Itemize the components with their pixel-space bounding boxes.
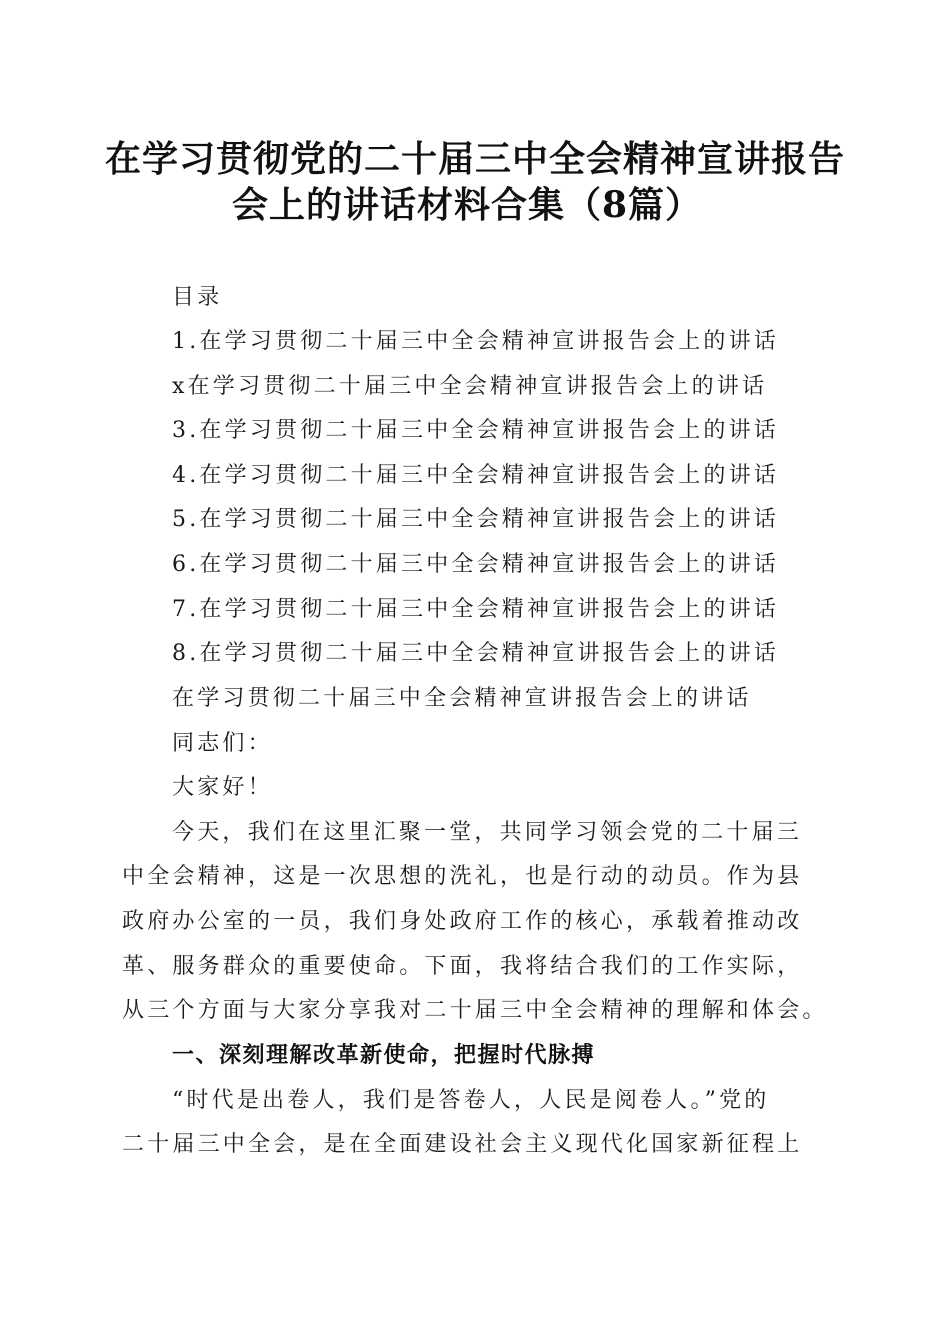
paragraph-line: 从三个方面与大家分享我对二十届三中全会精神的理解和体会。 <box>122 998 828 1023</box>
greeting: 大家好！ <box>172 775 273 800</box>
toc-item: 6.在学习贯彻二十届三中全会精神宣讲报告会上的讲话 <box>172 552 779 577</box>
document-title-line-1: 在学习贯彻党的二十届三中全会精神宣讲报告 <box>104 138 845 180</box>
toc-item: 5.在学习贯彻二十届三中全会精神宣讲报告会上的讲话 <box>172 507 779 532</box>
paragraph-line: 中全会精神，这是一次思想的洗礼，也是行动的动员。作为县 <box>122 864 803 889</box>
section-heading: 一、深刻理解改革新使命，把握时代脉搏 <box>172 1043 596 1068</box>
toc-item: 4.在学习贯彻二十届三中全会精神宣讲报告会上的讲话 <box>172 463 779 488</box>
toc-item: 3.在学习贯彻二十届三中全会精神宣讲报告会上的讲话 <box>172 418 779 443</box>
paragraph-line: 今天，我们在这里汇聚一堂，共同学习领会党的二十届三 <box>172 820 803 845</box>
toc-heading: 目录 <box>172 285 223 310</box>
paragraph-line: 革、服务群众的重要使命。下面，我将结合我们的工作实际， <box>122 954 803 979</box>
salutation: 同志们： <box>172 731 273 756</box>
toc-item: x在学习贯彻二十届三中全会精神宣讲报告会上的讲话 <box>172 374 768 399</box>
paragraph-line: 政府办公室的一员，我们身处政府工作的核心，承载着推动改 <box>122 909 803 934</box>
toc-item: 1.在学习贯彻二十届三中全会精神宣讲报告会上的讲话 <box>172 329 779 354</box>
paragraph-line: 二十届三中全会，是在全面建设社会主义现代化国家新征程上 <box>122 1132 803 1157</box>
toc-item: 7.在学习贯彻二十届三中全会精神宣讲报告会上的讲话 <box>172 597 779 622</box>
speech-title: 在学习贯彻二十届三中全会精神宣讲报告会上的讲话 <box>172 686 752 711</box>
paragraph-line: “时代是出卷人，我们是答卷人，人民是阅卷人。”党的 <box>172 1088 770 1113</box>
document-title-line-2: 会上的讲话材料合集（8篇） <box>231 184 703 226</box>
toc-item: 8.在学习贯彻二十届三中全会精神宣讲报告会上的讲话 <box>172 641 779 666</box>
